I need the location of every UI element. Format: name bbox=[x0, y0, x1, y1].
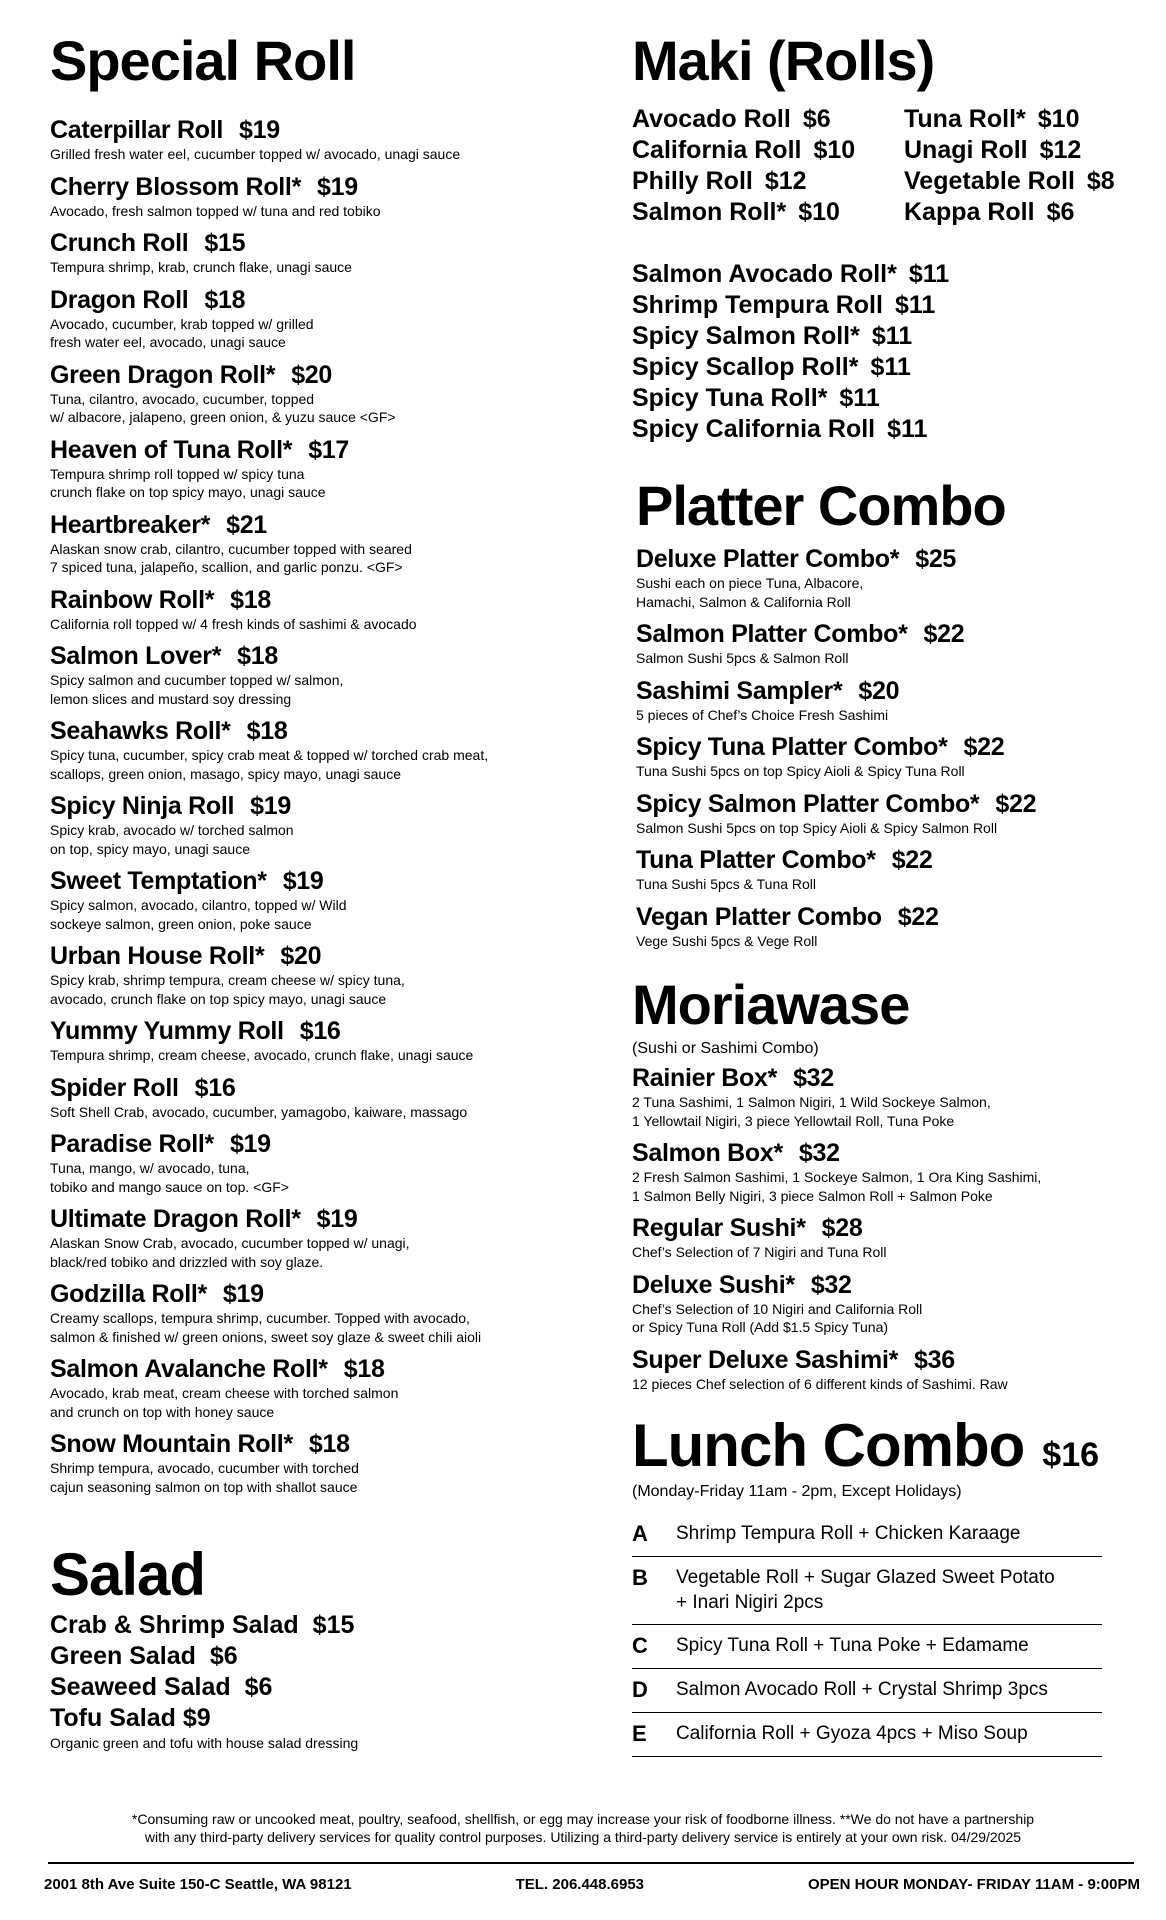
item-price: $22 bbox=[995, 789, 1037, 818]
item-price: $19 bbox=[222, 1280, 264, 1308]
menu-item-name bbox=[632, 1346, 1122, 1375]
menu-item-name bbox=[632, 1271, 1122, 1300]
item-price: $18 bbox=[246, 717, 288, 745]
menu-item bbox=[50, 586, 610, 634]
moriawase-section bbox=[632, 972, 1122, 1393]
menu-item-name bbox=[632, 290, 1122, 321]
menu-item-name bbox=[636, 733, 1122, 762]
item-price: $15 bbox=[312, 1611, 355, 1639]
moriawase-title: Moriawase bbox=[632, 973, 910, 1036]
lunch-combo-row bbox=[632, 1625, 1102, 1669]
item-price: $15 bbox=[204, 229, 246, 257]
salad-list bbox=[50, 1610, 610, 1734]
menu-item bbox=[50, 1430, 610, 1496]
item-description: 12 pieces Chef selection of 6 different kinds of Sashimi. Raw bbox=[632, 1375, 1008, 1392]
salad-note: Organic green and tofu with house salad dressing bbox=[50, 1735, 359, 1751]
item-description: Salmon Sushi 5pcs & Salmon Roll bbox=[636, 650, 849, 666]
item-name-text: Super Deluxe Sashimi* bbox=[632, 1345, 899, 1374]
salad-title: Salad bbox=[50, 1541, 206, 1608]
item-price: $10 bbox=[798, 198, 840, 226]
menu-item bbox=[636, 545, 1122, 611]
menu-item-name bbox=[636, 903, 1122, 932]
item-description: Spicy salmon and cucumber topped w/ salmon, lemon slices and mustard soy dressing bbox=[50, 672, 344, 707]
item-description: Avocado, cucumber, krab topped w/ grilled fresh water eel, avocado, unagi sauce bbox=[50, 315, 314, 350]
item-name-text: Tofu Salad $9 bbox=[50, 1704, 211, 1732]
item-name-text: Spicy Salmon Platter Combo* bbox=[636, 789, 980, 818]
combo-text: California Roll + Gyoza 4pcs + Miso Soup bbox=[676, 1723, 1028, 1744]
item-description: 5 pieces of Chef’s Choice Fresh Sashimi bbox=[636, 706, 889, 723]
menu-item-name bbox=[632, 1139, 1122, 1168]
menu-item-name bbox=[50, 867, 610, 896]
footer-hours: OPEN HOUR MONDAY- FRIDAY 11AM - 9:00PM bbox=[807, 1876, 1140, 1893]
menu-item-name bbox=[632, 321, 1122, 352]
menu-item bbox=[50, 116, 610, 164]
item-description: Chef’s Selection of 10 Nigiri and California Roll or Spicy Tuna Roll (Add $1.5 Spicy Tuna) bbox=[632, 1300, 923, 1335]
item-price: $6 bbox=[244, 1673, 273, 1701]
item-price: $19 bbox=[317, 172, 358, 201]
menu-item bbox=[632, 290, 1122, 321]
platter-section bbox=[632, 473, 1122, 950]
item-name-text: Yummy Yummy Roll bbox=[50, 1017, 284, 1045]
item-description: 2 Tuna Sashimi, 1 Salmon Nigiri, 1 Wild Sockeye Salmon, 1 Yellowtail Nigiri, 3 piece Yellowtail Roll, Tuna Poke bbox=[632, 1094, 991, 1129]
lunch-subtitle: (Monday-Friday 11am - 2pm, Except Holidays) bbox=[632, 1483, 962, 1500]
item-price: $19 bbox=[229, 1130, 271, 1158]
item-name-text: Urban House Roll* bbox=[50, 942, 265, 970]
disclaimer-line-2: with any third-party delivery services for quality control purposes. Utilizing a third-party delivery service is entirely at your own risk. 04/29/2025 bbox=[144, 1829, 1022, 1845]
item-price: $21 bbox=[226, 510, 267, 539]
combo-letter: B bbox=[632, 1565, 648, 1590]
item-description: Tuna, mango, w/ avocado, tuna, tobiko and mango sauce on top. <GF> bbox=[50, 1160, 289, 1195]
item-price: $32 bbox=[798, 1139, 840, 1167]
item-price: $6 bbox=[1046, 198, 1075, 226]
footer-address: 2001 8th Ave Suite 150-C Seattle, WA 98121 bbox=[44, 1876, 352, 1893]
lunch-combo-row bbox=[632, 1713, 1102, 1757]
menu-item bbox=[632, 1214, 1122, 1262]
menu-item bbox=[50, 173, 610, 221]
item-name-text: Green Dragon Roll* bbox=[50, 360, 276, 389]
footer bbox=[44, 1876, 1140, 1893]
item-price: $22 bbox=[923, 620, 965, 648]
combo-text: Vegetable Roll + Sugar Glazed Sweet Potato + Inari Nigiri 2pcs bbox=[676, 1567, 1055, 1613]
item-name-text: Caterpillar Roll bbox=[50, 116, 224, 144]
maki-grid-item bbox=[904, 197, 1124, 228]
item-description: Alaskan Snow Crab, avocado, cucumber topped w/ unagi, black/red tobiko and drizzled with soy glaze. bbox=[50, 1235, 410, 1270]
maki-grid-item bbox=[632, 104, 904, 135]
item-name-text: Green Salad bbox=[50, 1642, 196, 1670]
item-description: Vege Sushi 5pcs & Vege Roll bbox=[636, 932, 818, 949]
item-name-text: Spicy Tuna Platter Combo* bbox=[636, 733, 948, 761]
item-price: $11 bbox=[870, 353, 911, 381]
lunch-price: $16 bbox=[1042, 1436, 1100, 1474]
menu-item bbox=[50, 286, 610, 352]
item-price: $10 bbox=[1037, 105, 1080, 133]
item-price: $32 bbox=[793, 1064, 834, 1092]
menu-item bbox=[50, 1672, 610, 1703]
menu-item bbox=[50, 1017, 610, 1065]
menu-item-name bbox=[50, 792, 610, 821]
item-price: $18 bbox=[237, 642, 278, 670]
menu-item-name bbox=[636, 790, 1122, 819]
menu-item-name bbox=[50, 1074, 610, 1103]
item-price: $11 bbox=[839, 384, 880, 412]
item-description: Avocado, krab meat, cream cheese with torched salmon and crunch on top with honey sauce bbox=[50, 1385, 399, 1420]
menu-item bbox=[50, 1130, 610, 1196]
menu-item-name bbox=[50, 942, 610, 971]
menu-item bbox=[50, 642, 610, 708]
item-description: Chef’s Selection of 7 Nigiri and Tuna Roll bbox=[632, 1244, 887, 1260]
menu-item-name bbox=[50, 642, 610, 671]
item-description: Sushi each on piece Tuna, Albacore, Hamachi, Salmon & California Roll bbox=[636, 575, 864, 610]
item-price: $6 bbox=[209, 1642, 238, 1670]
menu-item bbox=[636, 620, 1122, 668]
lunch-combo-table bbox=[632, 1513, 1102, 1757]
item-name-text: Seahawks Roll* bbox=[50, 717, 231, 745]
platter-title: Platter Combo bbox=[636, 474, 1006, 537]
item-price: $16 bbox=[299, 1017, 341, 1045]
menu-item-name bbox=[50, 361, 610, 390]
item-price: $11 bbox=[871, 322, 913, 350]
item-name-text: Tuna Platter Combo* bbox=[636, 846, 876, 874]
menu-item-name bbox=[50, 173, 610, 202]
item-name-text: Sashimi Sampler* bbox=[636, 676, 843, 705]
lunch-combo-row bbox=[632, 1669, 1102, 1713]
menu-item bbox=[632, 1271, 1122, 1337]
item-price: $17 bbox=[308, 435, 349, 464]
item-name-text: Seaweed Salad bbox=[50, 1673, 231, 1701]
item-name-text: Spider Roll bbox=[50, 1073, 179, 1102]
item-description: Tempura shrimp, krab, crunch flake, unagi sauce bbox=[50, 259, 352, 275]
item-name-text: Cherry Blossom Roll* bbox=[50, 172, 302, 201]
item-name-text: Spicy Tuna Roll* bbox=[632, 384, 828, 412]
menu-item bbox=[50, 792, 610, 858]
menu-item bbox=[50, 1205, 610, 1271]
item-description: Tempura shrimp roll topped w/ spicy tuna crunch flake on top spicy mayo, unagi sauce bbox=[50, 465, 326, 500]
item-name-text: Salmon Box* bbox=[632, 1139, 783, 1167]
combo-text: Salmon Avocado Roll + Crystal Shrimp 3pcs bbox=[676, 1679, 1048, 1700]
item-name-text: Deluxe Platter Combo* bbox=[636, 545, 900, 573]
item-description: Spicy krab, avocado w/ torched salmon on top, spicy mayo, unagi sauce bbox=[50, 822, 294, 857]
item-price: $18 bbox=[343, 1355, 385, 1383]
item-price: $16 bbox=[194, 1073, 236, 1102]
menu-item-name bbox=[50, 116, 610, 145]
menu-item-name bbox=[50, 1703, 610, 1734]
menu-item bbox=[636, 790, 1122, 838]
item-name-text: Crab & Shrimp Salad bbox=[50, 1611, 299, 1639]
item-name-text: Salmon Avocado Roll* bbox=[632, 260, 897, 288]
item-name-text: Unagi Roll bbox=[904, 136, 1028, 164]
item-price: $19 bbox=[250, 792, 291, 820]
menu-item-name bbox=[50, 1130, 610, 1159]
menu-item-name bbox=[50, 286, 610, 315]
item-price: $8 bbox=[1086, 167, 1115, 195]
menu-item-name bbox=[50, 229, 610, 258]
disclaimer bbox=[60, 1810, 1106, 1846]
menu-item-name bbox=[632, 352, 1122, 383]
maki-grid-item bbox=[904, 104, 1124, 135]
item-name-text: Dragon Roll bbox=[50, 285, 189, 314]
menu-item bbox=[50, 717, 610, 783]
item-description: Alaskan snow crab, cilantro, cucumber topped with seared 7 spiced tuna, jalapeño, scallion, and garlic ponzu. <GF> bbox=[50, 540, 412, 575]
moriawase-subtitle: (Sushi or Sashimi Combo) bbox=[632, 1040, 819, 1057]
menu-item bbox=[50, 1074, 610, 1122]
lunch-combo-row bbox=[632, 1513, 1102, 1557]
item-description: Spicy tuna, cucumber, spicy crab meat & topped w/ torched crab meat, scallops, green onion, masago, spicy mayo, unagi sauce bbox=[50, 747, 489, 782]
menu-item bbox=[632, 1064, 1122, 1130]
item-price: $36 bbox=[914, 1345, 955, 1374]
footer-divider bbox=[48, 1862, 1134, 1864]
maki-grid bbox=[632, 104, 1122, 228]
item-price: $19 bbox=[239, 116, 280, 144]
menu-item bbox=[632, 414, 1122, 445]
item-name-text: Kappa Roll bbox=[904, 198, 1035, 226]
item-description: Tuna, cilantro, avocado, cucumber, topped w/ albacore, jalapeno, green onion, & yuzu sauce <GF> bbox=[50, 390, 396, 425]
menu-item bbox=[636, 733, 1122, 781]
item-description: Grilled fresh water eel, cucumber topped w/ avocado, unagi sauce bbox=[50, 146, 461, 162]
item-price: $32 bbox=[810, 1270, 852, 1299]
item-price: $19 bbox=[282, 867, 324, 895]
menu-item bbox=[50, 1703, 610, 1734]
item-name-text: Shrimp Tempura Roll bbox=[632, 291, 883, 319]
menu-item bbox=[632, 1139, 1122, 1205]
item-name-text: Spicy Ninja Roll bbox=[50, 792, 235, 820]
maki-list bbox=[632, 259, 1122, 445]
item-name-text: Spicy California Roll bbox=[632, 415, 876, 443]
menu-item-name bbox=[636, 677, 1122, 706]
menu-item bbox=[50, 1355, 610, 1421]
menu-item-name bbox=[50, 1641, 610, 1672]
menu-item bbox=[50, 229, 610, 277]
item-description: California roll topped w/ 4 fresh kinds of sashimi & avocado bbox=[50, 615, 417, 632]
menu-item-name bbox=[50, 1355, 610, 1384]
item-name-text: California Roll bbox=[632, 136, 802, 164]
item-price: $22 bbox=[891, 846, 933, 874]
item-price: $11 bbox=[908, 260, 950, 288]
menu-item bbox=[632, 352, 1122, 383]
item-name-text: Heaven of Tuna Roll* bbox=[50, 435, 293, 464]
lunch-title: Lunch Combo bbox=[632, 1412, 1025, 1479]
item-description: Spicy salmon, avocado, cilantro, topped w/ Wild sockeye salmon, green onion, poke sauce bbox=[50, 897, 347, 932]
item-price: $25 bbox=[915, 545, 957, 573]
item-description: Tuna Sushi 5pcs & Tuna Roll bbox=[636, 876, 817, 892]
menu-item bbox=[636, 903, 1122, 951]
menu-item-name bbox=[50, 1017, 610, 1046]
item-description: Spicy krab, shrimp tempura, cream cheese w/ spicy tuna, avocado, crunch flake on top spicy mayo, unagi sauce bbox=[50, 972, 405, 1007]
menu-item bbox=[50, 1610, 610, 1641]
item-name-text: Philly Roll bbox=[632, 167, 753, 195]
item-name-text: Regular Sushi* bbox=[632, 1214, 806, 1242]
menu-item-name bbox=[50, 717, 610, 746]
item-name-text: Crunch Roll bbox=[50, 229, 189, 257]
maki-title: Maki (Rolls) bbox=[632, 29, 935, 92]
item-name-text: Vegetable Roll bbox=[904, 167, 1075, 195]
menu-item-name bbox=[632, 259, 1122, 290]
menu-item-name bbox=[50, 511, 610, 540]
maki-grid-item bbox=[904, 166, 1124, 197]
menu-item bbox=[50, 1280, 610, 1346]
item-description: 2 Fresh Salmon Sashimi, 1 Sockeye Salmon, 1 Ora King Sashimi, 1 Salmon Belly Nigiri, 3 piece Salmon Roll + Salmon Poke bbox=[632, 1169, 1042, 1204]
item-price: $11 bbox=[894, 291, 936, 319]
footer-phone: TEL. 206.448.6953 bbox=[515, 1876, 645, 1893]
menu-item-name bbox=[50, 1610, 610, 1641]
item-price: $10 bbox=[813, 136, 856, 164]
menu-item bbox=[50, 942, 610, 1008]
combo-letter: D bbox=[632, 1677, 648, 1702]
item-name-text: Tuna Roll* bbox=[904, 105, 1026, 133]
combo-text: Spicy Tuna Roll + Tuna Poke + Edamame bbox=[676, 1635, 1029, 1656]
menu-item bbox=[50, 867, 610, 933]
item-price: $19 bbox=[316, 1205, 358, 1233]
menu-item-name bbox=[50, 1280, 610, 1309]
item-price: $22 bbox=[963, 733, 1005, 761]
menu-item-name bbox=[50, 1430, 610, 1459]
special-roll-title: Special Roll bbox=[50, 29, 356, 92]
item-description: Soft Shell Crab, avocado, cucumber, yamagobo, kaiware, massago bbox=[50, 1103, 468, 1120]
menu-item-name bbox=[50, 436, 610, 465]
item-name-text: Spicy Scallop Roll* bbox=[632, 353, 859, 381]
item-price: $11 bbox=[887, 415, 928, 443]
item-name-text: Sweet Temptation* bbox=[50, 867, 267, 895]
item-description: Shrimp tempura, avocado, cucumber with torched cajun seasoning salmon on top with shallot sauce bbox=[50, 1460, 359, 1495]
item-name-text: Heartbreaker* bbox=[50, 510, 211, 539]
menu-item-name bbox=[50, 1205, 610, 1234]
item-price: $28 bbox=[821, 1214, 863, 1242]
item-description: Creamy scallops, tempura shrimp, cucumber. Topped with avocado, salmon & finished w/ green onions, sweet soy glaze & sweet chili aioli bbox=[50, 1310, 482, 1345]
special-roll-list bbox=[50, 116, 610, 1496]
menu-item bbox=[50, 436, 610, 502]
item-price: $18 bbox=[308, 1430, 350, 1458]
disclaimer-line-1: *Consuming raw or uncooked meat, poultry, seafood, shellfish, or egg may increase your risk of foodborne illness. **We do not have a partnership bbox=[131, 1811, 1035, 1827]
item-name-text: Salmon Roll* bbox=[632, 198, 787, 226]
item-name-text: Salmon Avalanche Roll* bbox=[50, 1355, 328, 1383]
item-name-text: Deluxe Sushi* bbox=[632, 1270, 795, 1299]
menu-item-name bbox=[636, 846, 1122, 875]
item-price: $22 bbox=[897, 902, 939, 931]
menu-item-name bbox=[632, 1214, 1122, 1243]
item-name-text: Vegan Platter Combo bbox=[636, 902, 882, 931]
menu-item-name bbox=[50, 1672, 610, 1703]
menu-item-name bbox=[50, 586, 610, 615]
moriawase-list bbox=[632, 1064, 1122, 1393]
item-price: $20 bbox=[858, 676, 900, 705]
menu-item-name bbox=[636, 545, 1122, 574]
maki-grid-item bbox=[632, 197, 904, 228]
item-name-text: Godzilla Roll* bbox=[50, 1280, 207, 1308]
menu-item-name bbox=[632, 1064, 1122, 1093]
lunch-header bbox=[632, 1411, 1122, 1481]
menu-item bbox=[632, 259, 1122, 290]
combo-letter: A bbox=[632, 1521, 648, 1546]
menu-item bbox=[636, 677, 1122, 725]
salad-section bbox=[50, 1540, 610, 1753]
lunch-section bbox=[632, 1411, 1122, 1757]
maki-grid-item bbox=[904, 135, 1124, 166]
item-name-text: Paradise Roll* bbox=[50, 1130, 214, 1158]
item-name-text: Avocado Roll bbox=[632, 105, 791, 133]
menu-item bbox=[50, 361, 610, 427]
maki-grid-item bbox=[632, 135, 904, 166]
platter-list bbox=[636, 545, 1122, 950]
item-price: $6 bbox=[802, 105, 831, 133]
combo-letter: C bbox=[632, 1633, 648, 1658]
combo-text: Shrimp Tempura Roll + Chicken Karaage bbox=[676, 1523, 1021, 1544]
combo-letter: E bbox=[632, 1721, 647, 1746]
menu-item-name bbox=[632, 414, 1122, 445]
menu-item bbox=[632, 321, 1122, 352]
item-price: $12 bbox=[1039, 136, 1082, 164]
item-name-text: Salmon Platter Combo* bbox=[636, 620, 908, 648]
item-price: $18 bbox=[204, 285, 246, 314]
right-column bbox=[632, 28, 1122, 1757]
menu-item-name bbox=[632, 383, 1122, 414]
item-name-text: Salmon Lover* bbox=[50, 642, 222, 670]
left-column bbox=[50, 28, 610, 1753]
menu-item-name bbox=[636, 620, 1122, 649]
menu-item bbox=[50, 1641, 610, 1672]
menu-item bbox=[632, 383, 1122, 414]
item-name-text: Spicy Salmon Roll* bbox=[632, 322, 860, 350]
menu-item bbox=[636, 846, 1122, 894]
item-price: $12 bbox=[764, 167, 807, 195]
item-price: $18 bbox=[230, 585, 271, 614]
item-name-text: Ultimate Dragon Roll* bbox=[50, 1205, 301, 1233]
item-name-text: Rainbow Roll* bbox=[50, 585, 215, 614]
menu-item bbox=[50, 511, 610, 577]
menu-item bbox=[632, 1346, 1122, 1394]
item-description: Tuna Sushi 5pcs on top Spicy Aioli & Spicy Tuna Roll bbox=[636, 763, 965, 779]
item-price: $20 bbox=[291, 360, 333, 389]
item-name-text: Snow Mountain Roll* bbox=[50, 1430, 293, 1458]
item-description: Salmon Sushi 5pcs on top Spicy Aioli & Spicy Salmon Roll bbox=[636, 819, 998, 836]
item-name-text: Rainier Box* bbox=[632, 1064, 778, 1092]
item-description: Tempura shrimp, cream cheese, avocado, crunch flake, unagi sauce bbox=[50, 1047, 474, 1063]
maki-grid-item bbox=[632, 166, 904, 197]
lunch-combo-row bbox=[632, 1557, 1102, 1625]
item-price: $20 bbox=[280, 942, 322, 970]
item-description: Avocado, fresh salmon topped w/ tuna and red tobiko bbox=[50, 202, 381, 219]
